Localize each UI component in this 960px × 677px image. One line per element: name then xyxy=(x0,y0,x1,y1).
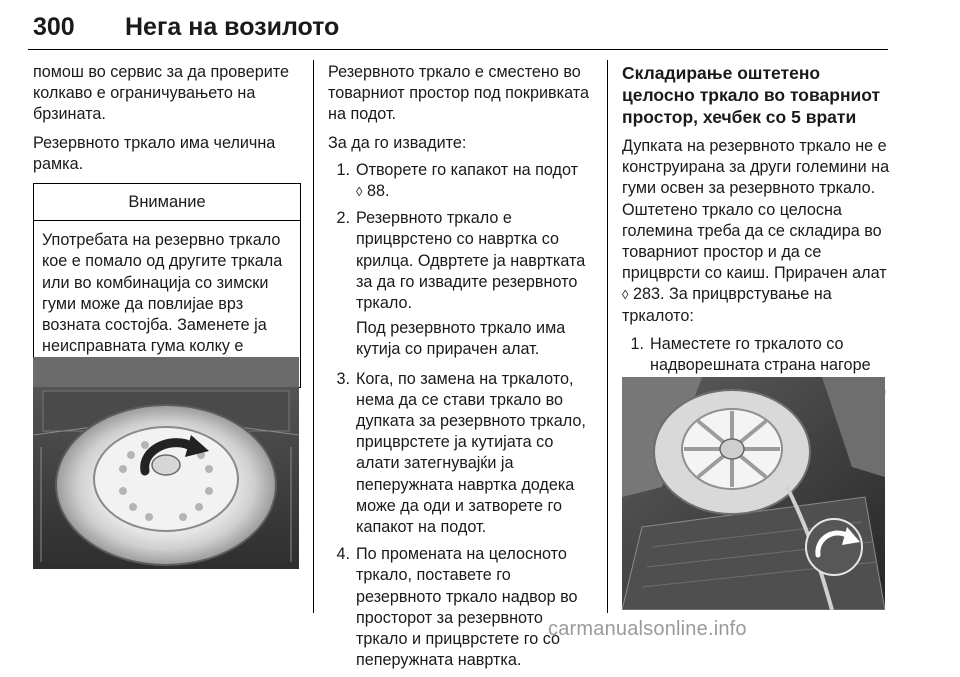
section-heading: Складирање оштетено целосно тркало во товарниот простор, хечбек со 5 врати xyxy=(622,63,881,127)
column-divider xyxy=(607,60,608,613)
page-reference[interactable]: 283 xyxy=(632,285,660,304)
step-number: 3. xyxy=(336,369,350,388)
step-item xyxy=(328,160,596,202)
paragraph: За да го извадите: xyxy=(328,133,467,152)
warning-text: Употребата на резервно тркало кое е помало од другите тркала или во комбинација со зимски гуми може да повлијае врз возната состојба. Заменете ја неисправната гума колку е xyxy=(42,231,283,356)
step-text: Кога, по замена на тркалото, нема да се стави тркало во дупката за резервното тркало, прицврстете ја кутијата со алати затегнувајќи ја пеперужната навртка додека може да оди и затворете го капакот на подот. xyxy=(356,369,586,537)
steps-list xyxy=(328,160,596,672)
paragraph: помош во сервис за да проверите колкаво е ограничувањето на брзината. xyxy=(33,63,289,124)
step-item xyxy=(328,369,596,539)
step-number: 1. xyxy=(630,334,644,353)
chapter-title: Нега на возилото xyxy=(125,13,340,41)
page-reference-icon: ◊ xyxy=(622,287,629,303)
paragraph: Резервното тркало е сместено во товарниот простор под покривката на подот. xyxy=(328,63,589,124)
page-number: 300 xyxy=(33,13,75,41)
paragraph: Дупката на резервното тркало не е конструирана за други големини на гуми освен за резервното тркало. Оштетено тркало со целосна големина треба да се складира во товарниот простор и да се прицврсти со каиш. Прирачен алат ◊ 283. За прицврстување на тркалото: xyxy=(622,137,890,325)
header-rule xyxy=(28,49,888,50)
step-text: Резервното тркало е прицврстено со навртка со крилца. Одвртете ја навртката за да го извадите резервното тркало. xyxy=(356,209,586,313)
page-reference-icon: ◊ xyxy=(356,184,363,200)
step-number: 1. xyxy=(336,160,350,179)
page-header xyxy=(28,8,888,50)
step-text: Наместете го тркалото со надворешната страна нагоре xyxy=(650,334,871,375)
step-text: По промената на целосното тркало, поставете го резервното тркало надвор во просторот за резервното тркало и прицврстете го со пеперужната навртка. xyxy=(356,545,578,670)
paragraph: Резервното тркало има челична рамка. xyxy=(33,133,276,173)
step-number: 2. xyxy=(336,209,350,228)
step-item xyxy=(328,544,596,671)
page-reference[interactable]: 88 xyxy=(366,182,385,201)
warning-title: Внимание xyxy=(34,184,300,221)
step-text: Отворете го капакот на подот ◊ 88. xyxy=(356,160,579,201)
column-divider xyxy=(313,60,314,613)
step-number: 4. xyxy=(336,545,350,564)
step-note: Под резервното тркало има кутија со прирачен алат. xyxy=(356,319,566,359)
column-1 xyxy=(33,62,301,388)
step-item xyxy=(328,208,596,314)
column-2 xyxy=(328,62,596,677)
watermark: carmanualsonline.info xyxy=(548,618,747,640)
column-3 xyxy=(622,62,894,425)
wheel-strapped-in-cargo-image xyxy=(622,377,885,610)
spare-wheel-in-well-image xyxy=(33,357,299,569)
